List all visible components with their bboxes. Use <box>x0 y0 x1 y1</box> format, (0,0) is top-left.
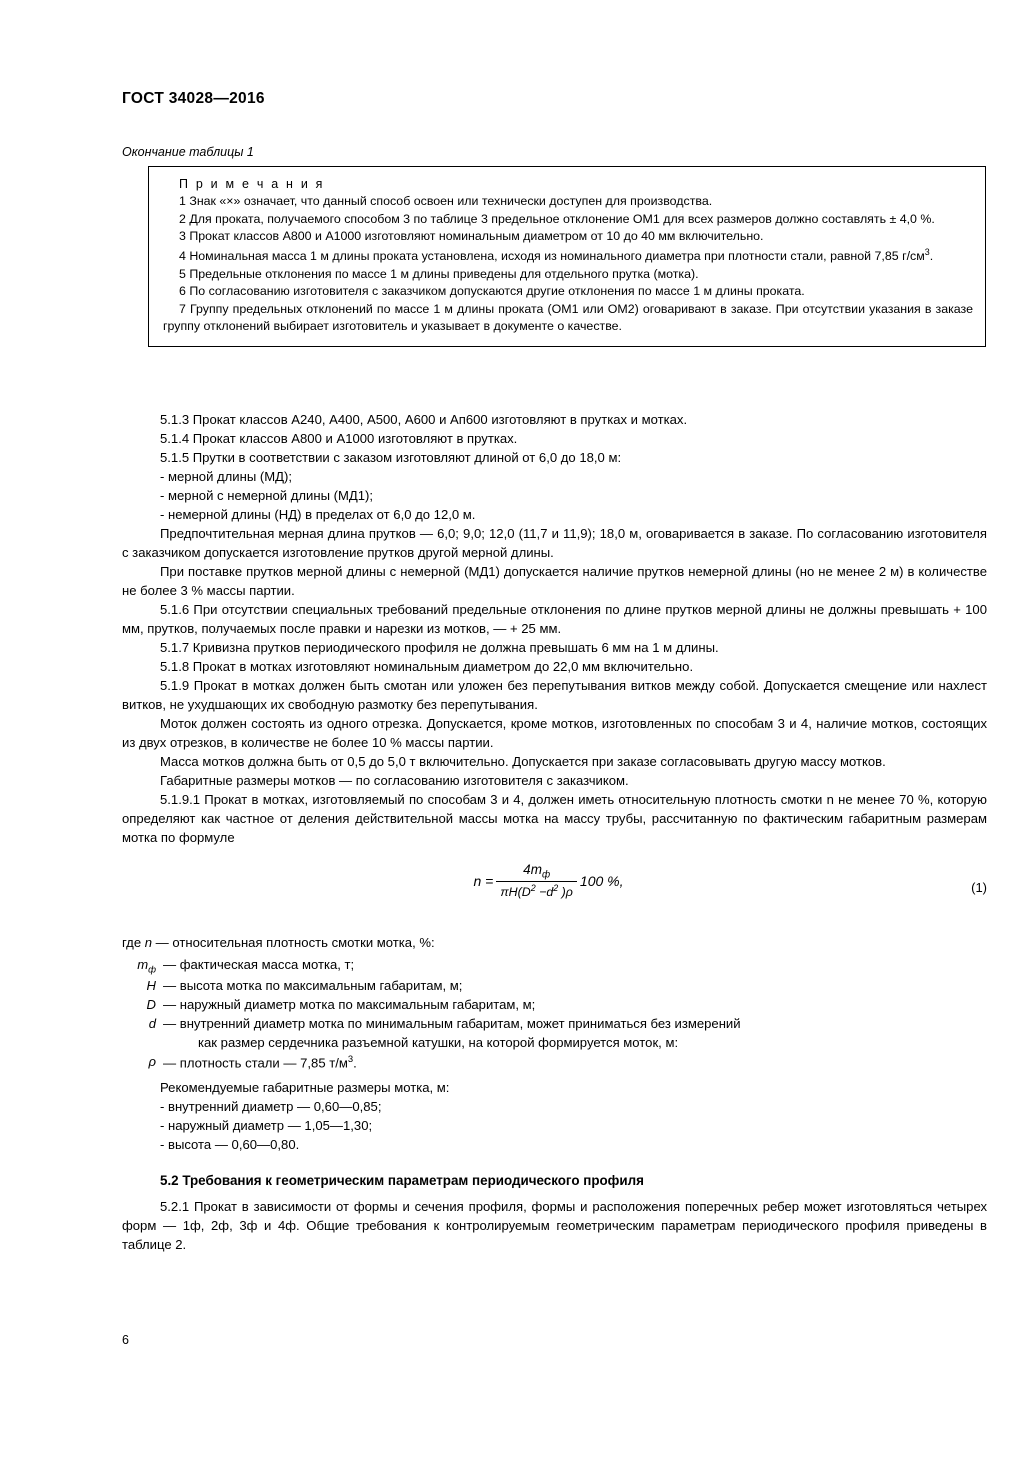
note-item: 2 Для проката, получаемого способом 3 по таблице 3 предельное отклонение ОМ1 для всех размеров должно составлять ± 4,0 %. <box>179 211 935 226</box>
note-item: 4 Номинальная масса 1 м длины проката установлена, исходя из номинального диаметра при плотности стали, равной 7,85 $г/см^3$. <box>179 246 934 263</box>
clause-5-1-5-note-2: При поставке прутков мерной длины с немерной (МД1) допускается наличие прутков немерной длины (но не менее 2 м) в количестве не более 3 % массы партии. <box>122 563 987 598</box>
note-item: 5 Предельные отклонения по массе 1 м длины приведены для отдельного прутка (мотка). <box>179 266 699 281</box>
note-item: 1 Знак «×» означает, что данный способ освоен или технически доступен для производства. <box>179 194 713 208</box>
clause-5-2-1: 5.2.1 Прокат в зависимости от формы и сечения профиля, формы и расположения поперечных ребер может изготовляться четырех форм — 1ф, 2ф, 3ф и 4ф. Общие требования к контролируемым геометрическим параметрам периодического профиля приведены в таблице 2. <box>122 1198 987 1252</box>
legend-text: — внутренний диаметр мотка по минимальным габаритам, может приниматься без измерений <box>163 1016 741 1032</box>
standard-designation: ГОСТ 34028—2016 <box>122 90 265 107</box>
clause-5-1-7: 5.1.7 Кривизна прутков периодического профиля не должна превышать 6 мм на 1 м длины. <box>160 639 719 655</box>
clause-5-1-4: 5.1.4 Прокат классов А800 и А1000 изготовляют в прутках. <box>160 430 518 446</box>
legend-symbol: d <box>148 1016 156 1032</box>
recommended-size-item: - наружный диаметр — 1,05—1,30; <box>160 1117 373 1133</box>
legend-row <box>122 1052 987 1072</box>
section-heading-5-2: 5.2 Требования к геометрическим параметрам периодического профиля <box>160 1172 644 1188</box>
clause-5-1-5-item: - немерной длины (НД) в пределах от 6,0 до 12,0 м. <box>160 506 476 522</box>
legend-symbol: H <box>146 978 156 993</box>
legend-text: — высота мотка по максимальным габаритам, м; <box>163 978 463 993</box>
clause-5-1-6: 5.1.6 При отсутствии специальных требований предельные отклонения по длине прутков мерной длины не должны превышать + 100 мм, прутков, получаемых после правки и нарезки из мотков, — + 25 мм. <box>122 601 987 636</box>
legend-row <box>122 1014 987 1033</box>
clause-5-1-9: 5.1.9 Прокат в мотках должен быть смотан или уложен без перепутывания витков между собой. Допускается смещение или нахлест витков, не ухудшающих их свободную размотку без перепутывания. <box>122 677 987 712</box>
clause-5-1-9-1: 5.1.9.1 Прокат в мотках, изготовляемый по способам 3 и 4, должен иметь относительную плотность смотки n не менее 70 %, которую определяют как частное от деления действительной массы мотка на массу трубы, рассчитанную по фактическим габаритным размерам мотка по формуле <box>122 791 987 845</box>
legend-row <box>122 955 987 976</box>
formula-legend-intro: где n — относительная плотность смотки мотка, %: <box>122 934 435 950</box>
legend-continuation: как размер сердечника разъемной катушки, на которой формируется моток, м: <box>198 1035 679 1051</box>
legend-row <box>122 995 987 1014</box>
formula-denominator: $\pi H(D^2 -d^2$ )ρ <box>500 883 573 900</box>
clause-5-1-5-item: - мерной длины (МД); <box>160 468 293 484</box>
legend-symbol: $m_ф$ <box>137 956 156 975</box>
notes-box <box>148 166 986 347</box>
recommended-size-item: - внутренний диаметр — 0,60—0,85; <box>160 1098 382 1114</box>
legend-text: — фактическая масса мотка, т; <box>163 956 355 972</box>
recommended-size-item: - высота — 0,60—0,80. <box>160 1136 300 1152</box>
recommended-sizes-intro: Рекомендуемые габаритные размеры мотка, м: <box>160 1079 450 1095</box>
formula-1 <box>122 862 987 922</box>
legend-row <box>122 976 987 995</box>
note-item: 7 Группу предельных отклонений по массе 1 м длины проката (ОМ1 или ОМ2) оговаривают в заказе. При отсутствии указания в заказе группу отклонений выбирает изготовитель и указывает в документе о качестве. <box>163 301 973 334</box>
clause-5-1-5: 5.1.5 Прутки в соответствии с заказом изготовляют длиной от 6,0 до 18,0 м: <box>160 449 622 465</box>
note-item: 6 По согласованию изготовителя с заказчиком допускаются другие отклонения по массе 1 м длины проката. <box>179 284 805 299</box>
clause-5-1-9-note-3: Габаритные размеры мотков — по согласованию изготовителя с заказчиком. <box>160 772 629 788</box>
notes-title: П р и м е ч а н и я <box>179 177 325 191</box>
formula-legend <box>122 955 987 1073</box>
formula-numerator: $4m_ф$ <box>523 861 551 881</box>
formula-number: (1) <box>971 879 987 895</box>
formula-lhs: n = <box>473 872 494 889</box>
legend-symbol: ρ <box>148 1054 156 1070</box>
formula-fraction <box>496 862 577 900</box>
formula-tail: 100 %, <box>579 872 624 889</box>
formula-expression <box>473 862 623 900</box>
legend-text: — наружный диаметр мотка по максимальным габаритам, м; <box>163 997 536 1013</box>
note-item: 3 Прокат классов А800 и А1000 изготовляют номинальным диаметром от 10 до 40 мм включительно. <box>179 229 764 244</box>
clause-5-1-5-note: Предпочтительная мерная длина прутков — 6,0; 9,0; 12,0 (11,7 и 11,9); 18,0 м, оговаривается в заказе. По согласованию изготовителя с заказчиком допускается изготовление прутков другой мерной длины. <box>122 525 987 560</box>
document-body <box>122 411 987 1255</box>
legend-symbol: D <box>146 997 156 1013</box>
table-continuation-label: Окончание таблицы 1 <box>122 145 254 159</box>
clause-5-1-3: 5.1.3 Прокат классов А240, А400, А500, А600 и Ап600 изготовляют в прутках и мотках. <box>160 412 688 427</box>
clause-5-1-9-note-2: Масса мотков должна быть от 0,5 до 5,0 т включительно. Допускается при заказе согласовывать другую массу мотков. <box>160 753 886 769</box>
clause-5-1-9-note: Моток должен состоять из одного отрезка. Допускается, кроме мотков, изготовленных по способам 3 и 4, наличие мотков, состоящих из двух отрезков, в количестве не более 10 % массы партии. <box>122 715 987 750</box>
page-number: 6 <box>122 1333 129 1347</box>
legend-text: — плотность стали — 7,85 $т/м^3$. <box>163 1053 357 1071</box>
clause-5-1-5-item: - мерной с немерной длины (МД1); <box>160 487 374 503</box>
clause-5-1-8: 5.1.8 Прокат в мотках изготовляют номинальным диаметром до 22,0 мм включительно. <box>160 658 694 674</box>
